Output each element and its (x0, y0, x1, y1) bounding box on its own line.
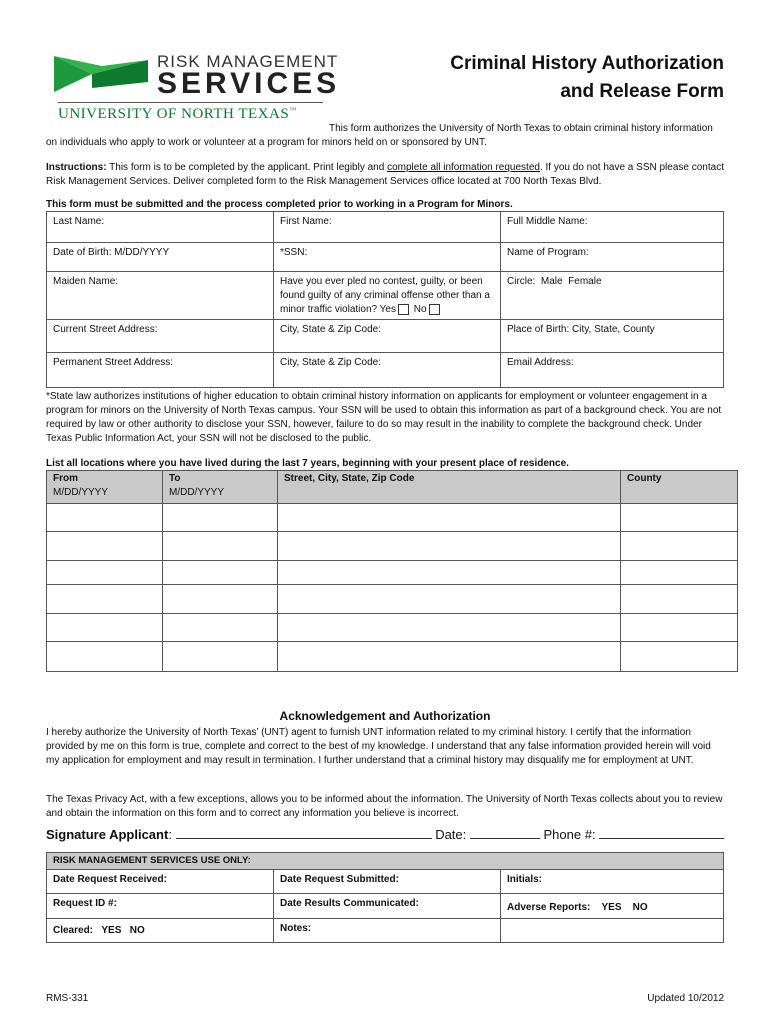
permanent-city-field[interactable]: City, State & Zip Code: (274, 353, 501, 388)
table-row[interactable] (47, 614, 738, 642)
rms-logo-mark (52, 52, 152, 94)
county-header: County (621, 471, 738, 504)
middle-name-field[interactable]: Full Middle Name: (501, 212, 724, 243)
current-city-field[interactable]: City, State & Zip Code: (274, 320, 501, 353)
pled-question: Have you ever pled no contest, guilty, or been found guilty of any criminal offense other than a minor traffic violation? Yes No (274, 272, 501, 320)
signature-line[interactable] (176, 826, 432, 839)
request-id-field[interactable]: Request ID #: (47, 894, 274, 919)
from-header: From M/DD/YYYY (47, 471, 163, 504)
locations-heading: List all locations where you have lived during the last 7 years, beginning with your present place of residence. (46, 458, 569, 469)
adverse-reports-field[interactable]: Adverse Reports: YES NO (501, 894, 724, 919)
ssn-field[interactable]: *SSN: (274, 243, 501, 272)
rms-header: RISK MANAGEMENT SERVICES USE ONLY: (47, 853, 724, 870)
page-title: Criminal History Authorization and Release Form (450, 53, 724, 102)
logo-services: SERVICES (157, 67, 341, 100)
intro-text: This form authorizes the University of North Texas to obtain criminal history information on individuals who apply to work or volunteer at a program for minors held on or sponsored by UNT. (46, 123, 713, 148)
updated-date: Updated 10/2012 (647, 993, 724, 1004)
first-name-field[interactable]: First Name: (274, 212, 501, 243)
gender-circle-field[interactable]: Circle: Male Female (501, 272, 724, 320)
table-row[interactable] (47, 504, 738, 532)
date-communicated-field[interactable]: Date Results Communicated: (274, 894, 501, 919)
privacy-act-text: The Texas Privacy Act, with a few exceptions, allows you to be informed about the information. The University of North Texas collects about you to review and obtain the information on this form and to correct any information you believe is incorrect. (46, 794, 723, 819)
yes-checkbox[interactable] (398, 304, 409, 315)
state-law-notice: *State law authorizes institutions of higher education to obtain criminal history information on applicants for employment or volunteer engagement in a program for minors on the University of North Texas campus. Your SSN will be used to obtain this information as part of a background check. You are not required by law or other authority to disclose your SSN, however, failure to do so may result in the inability to complete the background check. Under Texas Public Information Act, your SSN will not be disclosed to the public. (46, 391, 722, 444)
program-field[interactable]: Name of Program: (501, 243, 724, 272)
instructions-text: Instructions: This form is to be completed by the applicant. Print legibly and complete all information requested. If you do not have a SSN please contact Risk Management Services. Deliver completed form to the Risk Management Services office located at 700 North Texas Blvd. (46, 162, 724, 187)
acknowledgement-heading: Acknowledgement and Authorization (279, 709, 491, 723)
rms-use-only-table (46, 852, 724, 943)
to-header: To M/DD/YYYY (163, 471, 278, 504)
locations-table (46, 470, 738, 672)
acknowledgement-text: I hereby authorize the University of North Texas’ (UNT) agent to furnish UNT information related to my criminal history. I certify that the information provided by me on this form is true, complete and correct to the best of my knowledge. I understand that any false information provided herein will void my application for employment and may result in termination. I further understand that a criminal history may disqualify me for employment at UNT. (46, 727, 711, 766)
date-received-field[interactable]: Date Request Received: (47, 870, 274, 894)
logo-university: UNIVERSITY OF NORTH TEXAS™ (58, 106, 297, 122)
form-number: RMS-331 (46, 993, 89, 1004)
birthplace-field[interactable]: Place of Birth: City, State, County (501, 320, 724, 353)
logo-divider (58, 102, 323, 103)
no-checkbox[interactable] (429, 304, 440, 315)
applicant-info-table (46, 211, 724, 388)
table-row[interactable] (47, 585, 738, 614)
signature-row: Signature Applicant: Date: Phone #: (46, 826, 736, 842)
initials-field[interactable]: Initials: (501, 870, 724, 894)
notes-extra-cell[interactable] (501, 919, 724, 943)
dob-field[interactable]: Date of Birth: M/DD/YYYY (47, 243, 274, 272)
table-row[interactable] (47, 561, 738, 585)
must-submit-notice: This form must be submitted and the process completed prior to working in a Program for Minors. (46, 199, 513, 210)
email-field[interactable]: Email Address: (501, 353, 724, 388)
logo-risk-management: RISK MANAGEMENT (157, 52, 339, 71)
table-row[interactable] (47, 532, 738, 561)
last-name-field[interactable]: Last Name: (47, 212, 274, 243)
notes-field[interactable]: Notes: (274, 919, 501, 943)
maiden-name-field[interactable]: Maiden Name: (47, 272, 274, 320)
date-line[interactable] (470, 826, 540, 839)
current-address-field[interactable]: Current Street Address: (47, 320, 274, 353)
phone-line[interactable] (599, 826, 724, 839)
table-row[interactable] (47, 642, 738, 672)
cleared-field[interactable]: Cleared: YES NO (47, 919, 274, 943)
date-submitted-field[interactable]: Date Request Submitted: (274, 870, 501, 894)
street-header: Street, City, State, Zip Code (278, 471, 621, 504)
permanent-address-field[interactable]: Permanent Street Address: (47, 353, 274, 388)
